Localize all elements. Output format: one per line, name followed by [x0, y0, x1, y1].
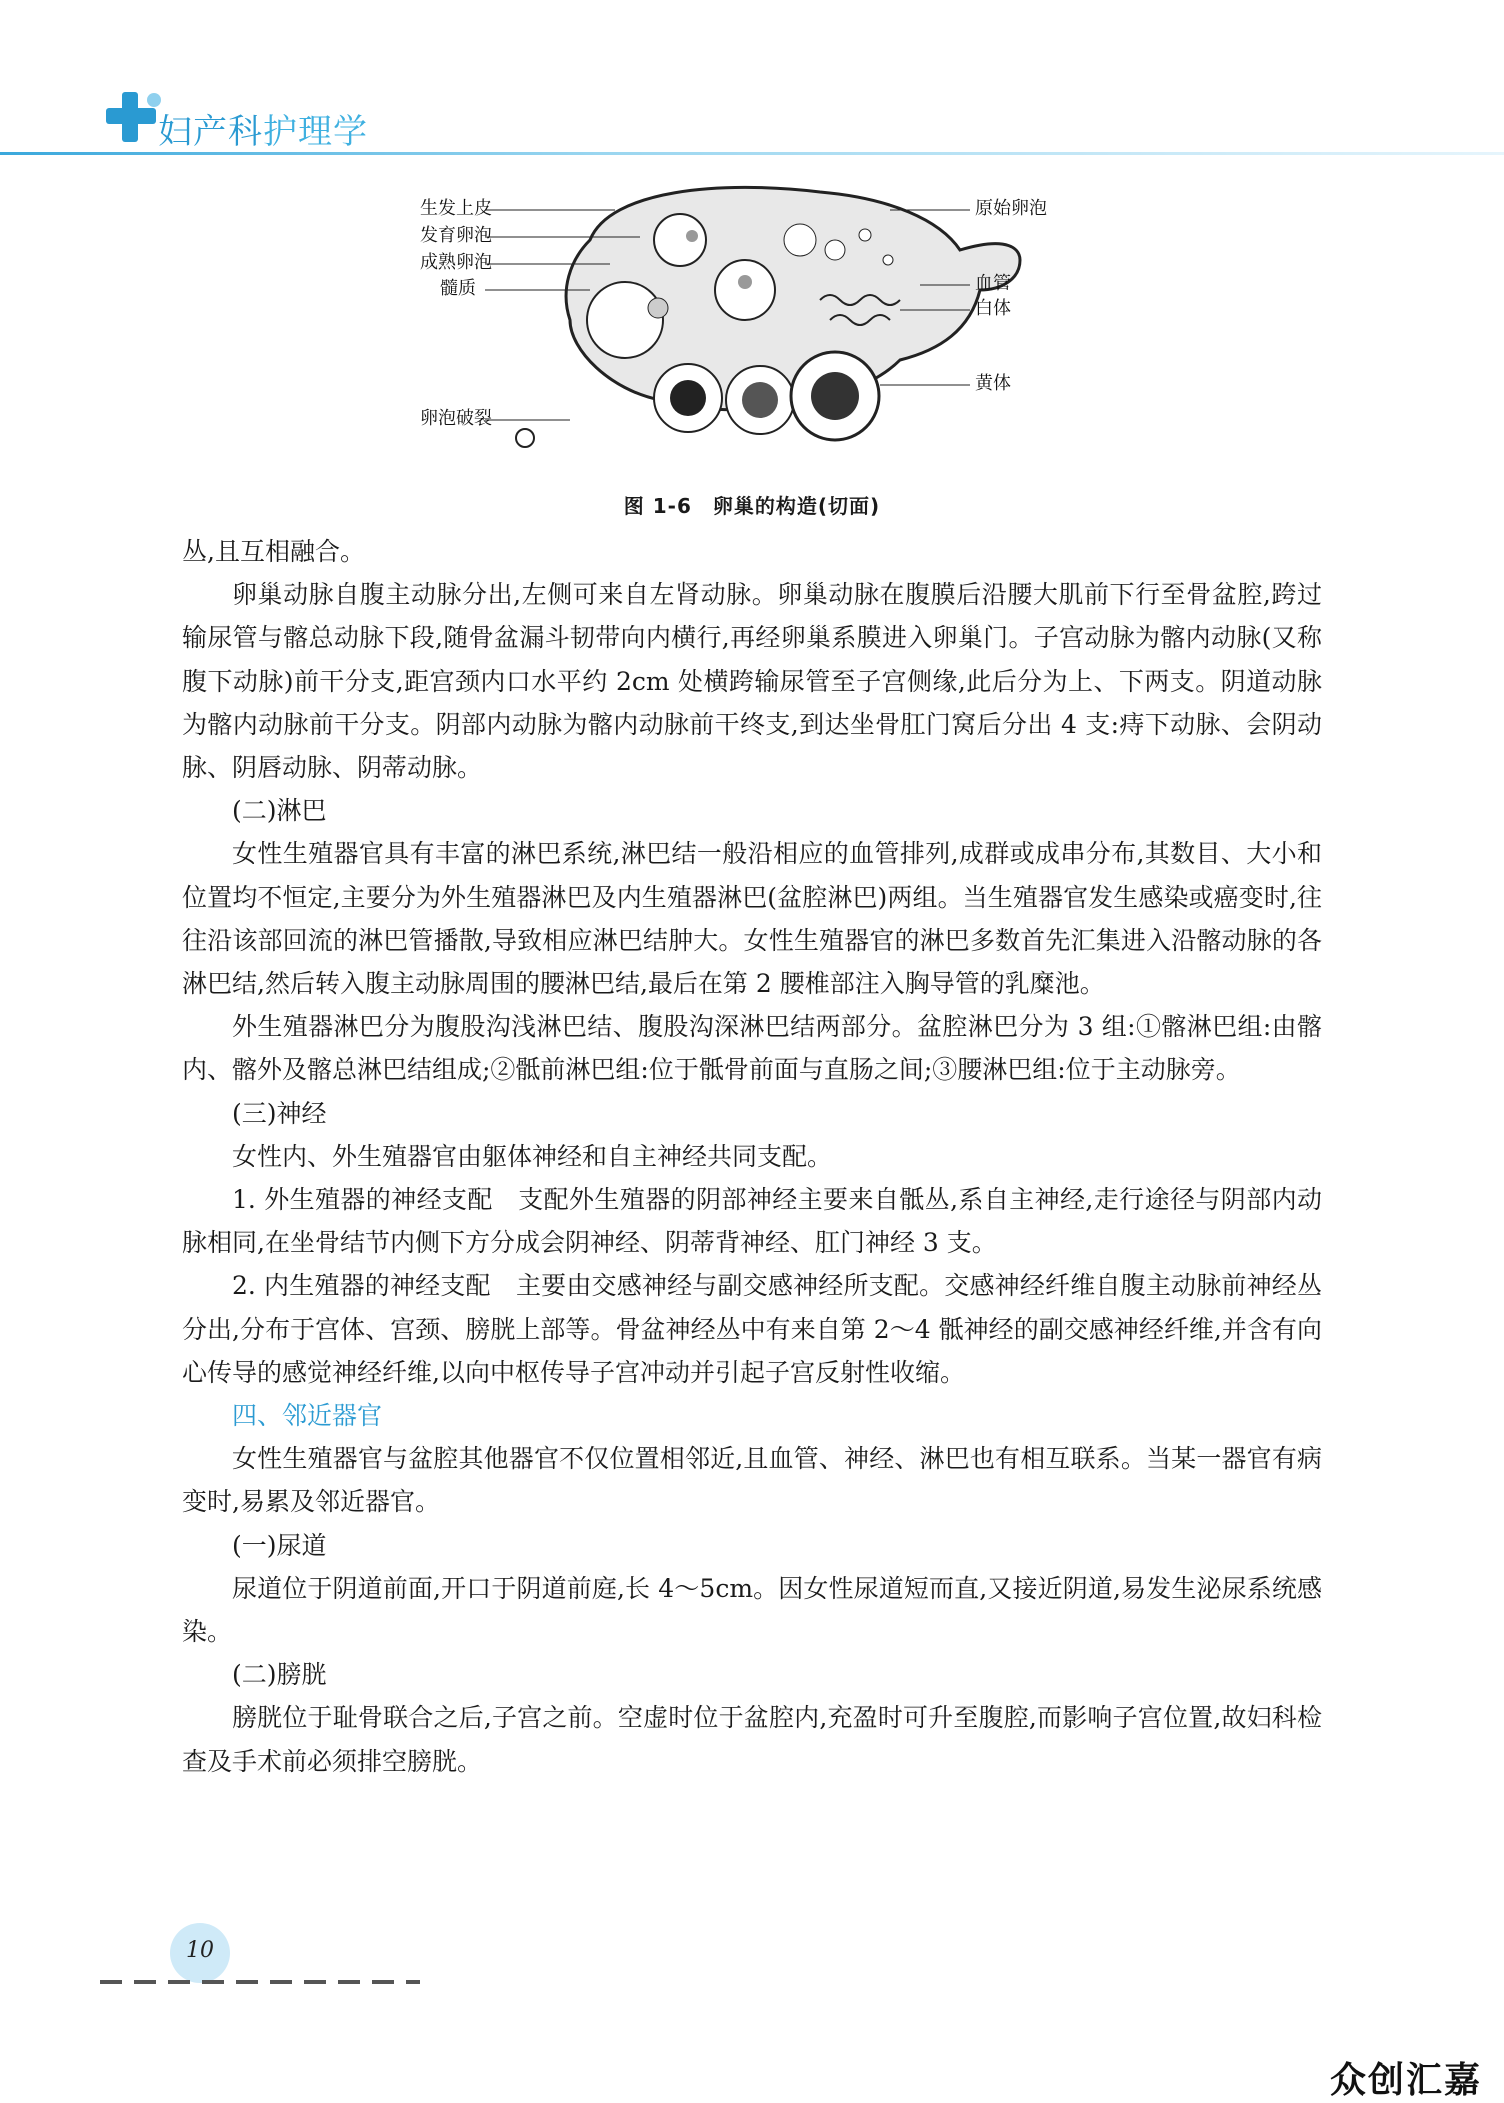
page-header [0, 0, 1504, 170]
paragraph: 女性生殖器官具有丰富的淋巴系统,淋巴结一般沿相应的血管排列,成群或成串分布,其数目、大小和位置均不恒定,主要分为外生殖器淋巴及内生殖器淋巴(盆腔淋巴)两组。当生殖器官发生感染或癌变时,往往沿该部回流的淋巴管播散,导致相应淋巴结肿大。女性生殖器官的淋巴多数首先汇集进入沿髂动脉的各淋巴结,然后转入腹主动脉周围的腰淋巴结,最后在第 2 腰椎部注入胸导管的乳糜池。 [182, 839, 1322, 999]
subheading-lymph: (二)淋巴 [232, 796, 327, 826]
body-text [182, 530, 1322, 1783]
watermark: 众创汇嘉 [1330, 2060, 1483, 2101]
label-follicle-rupture: 卵泡破裂 [420, 408, 492, 429]
label-corpus-luteum: 黄体 [975, 373, 1011, 394]
paragraph: 1. 外生殖器的神经支配 支配外生殖器的阴部神经主要来自骶丛,系自主神经,走行途径与阴部内动脉相同,在坐骨结节内侧下方分成会阴神经、阴蒂背神经、肛门神经 3 支。 [182, 1185, 1322, 1258]
section-heading-adjacent-organs: 四、邻近器官 [232, 1401, 383, 1431]
label-developing-follicle: 发育卵泡 [420, 225, 492, 246]
label-germinal-epithelium: 生发上皮 [420, 198, 492, 219]
figure-caption: 图 1-6 卵巢的构造(切面) [623, 494, 881, 518]
paragraph: 膀胱位于耻骨联合之后,子宫之前。空虚时位于盆腔内,充盈时可升至腹腔,而影响子宫位置,故妇科检查及手术前必须排空膀胱。 [182, 1703, 1322, 1776]
label-corpus-albicans: 白体 [975, 298, 1011, 319]
footer-divider [100, 1980, 420, 1984]
paragraph: 女性内、外生殖器官由躯体神经和自主神经共同支配。 [232, 1141, 833, 1171]
paragraph: 女性生殖器官与盆腔其他器官不仅位置相邻近,且血管、神经、淋巴也有相互联系。当某一器官有病变时,易累及邻近器官。 [182, 1444, 1322, 1517]
label-primordial-follicle: 原始卵泡 [975, 198, 1047, 219]
book-title: 妇产科护理学 [158, 112, 368, 152]
ovary-diagram [420, 180, 1100, 480]
label-medulla: 髓质 [440, 278, 476, 299]
header-divider [0, 152, 1504, 155]
paragraph: 卵巢动脉自腹主动脉分出,左侧可来自左肾动脉。卵巢动脉在腹膜后沿腰大肌前下行至骨盆腔,跨过输尿管与髂总动脉下段,随骨盆漏斗韧带向内横行,再经卵巢系膜进入卵巢门。子宫动脉为髂内动脉(又称腹下动脉)前干分支,距宫颈内口水平约 2cm 处横跨输尿管至子宫侧缘,此后分为上、下两支。阴道动脉为髂内动脉前干分支。阴部内动脉为髂内动脉前干终支,到达坐骨肛门窝后分出 4 支:痔下动脉、会阴动脉、阴唇动脉、阴蒂动脉。 [182, 580, 1322, 783]
label-blood-vessel: 血管 [975, 273, 1011, 294]
page-number: 10 [186, 1938, 214, 1963]
paragraph: 尿道位于阴道前面,开口于阴道前庭,长 4～5cm。因女性尿道短而直,又接近阴道,易发生泌尿系统感染。 [182, 1573, 1322, 1647]
subheading-nerve: (三)神经 [232, 1098, 327, 1128]
label-mature-follicle: 成熟卵泡 [420, 252, 492, 273]
subheading-bladder: (二)膀胱 [232, 1660, 327, 1690]
paragraph: 2. 内生殖器的神经支配 主要由交感神经与副交感神经所支配。交感神经纤维自腹主动脉前神经丛分出,分布于宫体、宫颈、膀胱上部等。骨盆神经丛中有来自第 2～4 骶神经的副交感神经纤维,并含有向心传导的感觉神经纤维,以向中枢传导子宫冲动并引起子宫反射性收缩。 [182, 1271, 1322, 1387]
paragraph: 丛,且互相融合。 [182, 537, 365, 566]
subheading-urethra: (一)尿道 [232, 1530, 327, 1560]
paragraph: 外生殖器淋巴分为腹股沟浅淋巴结、腹股沟深淋巴结两部分。盆腔淋巴分为 3 组:①髂淋巴组:由髂内、髂外及髂总淋巴结组成;②骶前淋巴组:位于骶骨前面与直肠之间;③腰淋巴组:位于主动脉旁。 [182, 1012, 1322, 1085]
